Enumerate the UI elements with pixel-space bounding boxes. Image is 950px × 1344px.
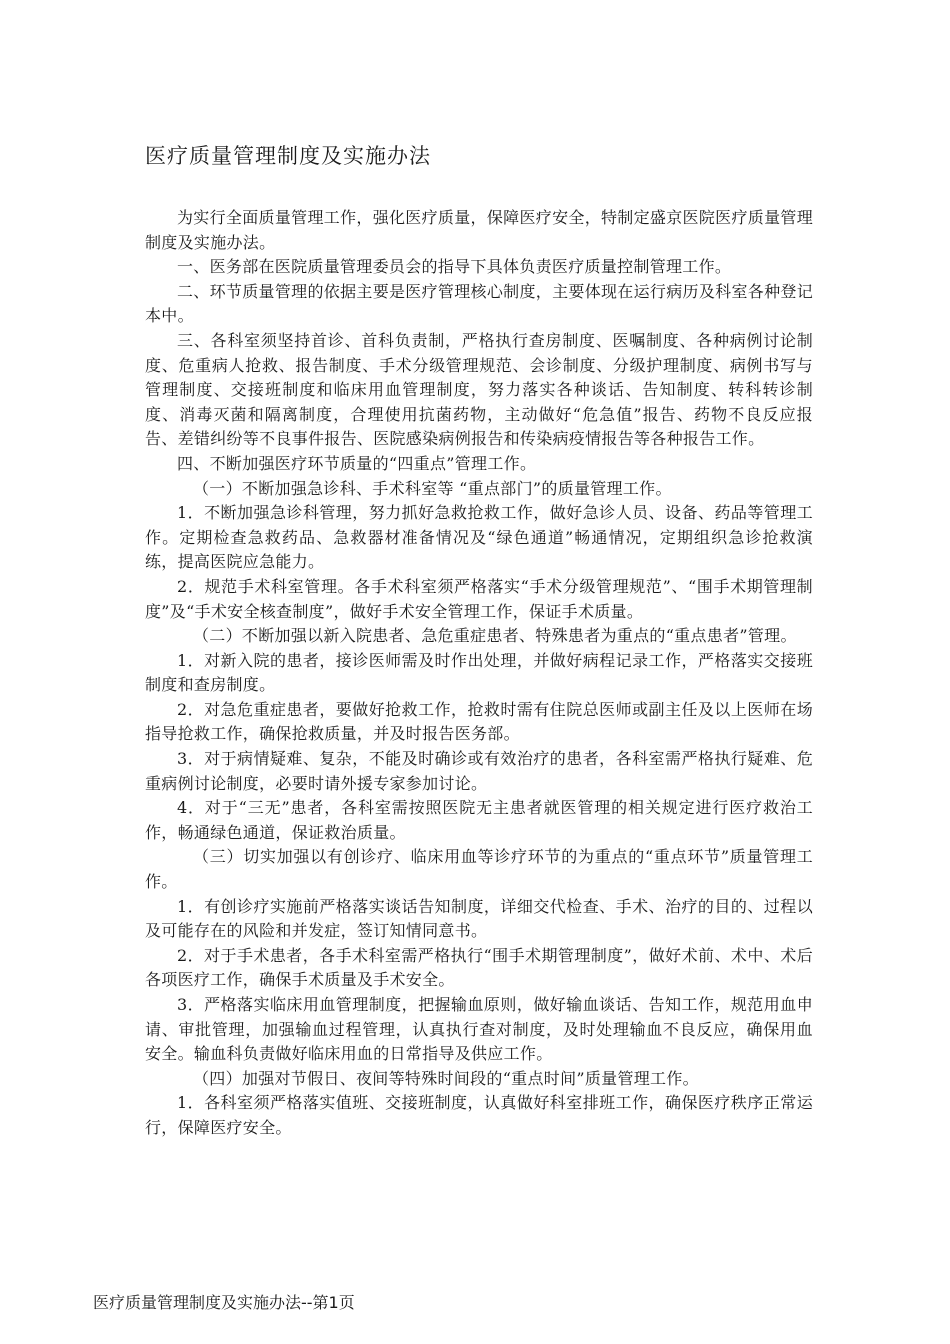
- paragraph-item: 1．对新入院的患者，接诊医师需及时作出处理，并做好病程记录工作，严格落实交接班制度和查房制度。: [145, 650, 813, 695]
- paragraph-item: 4．对于“三无”患者，各科室需按照医院无主患者就医管理的相关规定进行医疗救治工作，畅通绿色通道，保证救治质量。: [145, 798, 813, 842]
- paragraph-subsection-3: （三）切实加强以有创诊疗、临床用血等诊疗环节的为重点的“重点环节”质量管理工作。: [145, 847, 813, 892]
- paragraph-section-2: 二、环节质量管理的依据主要是医疗管理核心制度，主要体现在运行病历及科室各种登记本中。: [145, 281, 813, 326]
- paragraph-subsection-2: （二）不断加强以新入院患者、急危重症患者、特殊患者为重点的“重点患者”管理。: [193, 626, 797, 646]
- page-footer: 医疗质量管理制度及实施办法--第1页: [93, 1293, 355, 1312]
- paragraph-item: 1．各科室须严格落实值班、交接班制度，认真做好科室排班工作，确保医疗秩序正常运行，保障医疗安全。: [145, 1093, 813, 1137]
- paragraph-item: 3．严格落实临床用血管理制度，把握输血原则，做好输血谈话、告知工作，规范用血申请、审批管理，加强输血过程管理，认真执行查对制度，及时处理输血不良反应，确保用血安全。输血科负责做好临床用血的日常指导及供应工作。: [145, 995, 813, 1064]
- document-body: [145, 206, 813, 1141]
- document-title: 医疗质量管理制度及实施办法: [145, 144, 431, 168]
- paragraph-section-1: 一、医务部在医院质量管理委员会的指导下具体负责医疗质量控制管理工作。: [177, 257, 732, 277]
- paragraph-intro: 为实行全面质量管理工作，强化医疗质量，保障医疗安全，特制定盛京医院医疗质量管理制度及实施办法。: [145, 208, 813, 252]
- paragraph-item: 2．对急危重症患者，要做好抢救工作，抢救时需有住院总医师或副主任及以上医师在场指导抢救工作，确保抢救质量，并及时报告医务部。: [145, 699, 813, 744]
- paragraph-item: 2．对于手术患者，各手术科室需严格执行“围手术期管理制度”，做好术前、术中、术后各项医疗工作，确保手术质量及手术安全。: [145, 945, 813, 990]
- paragraph-item: 2．规范手术科室管理。各手术科室须严格落实“手术分级管理规范”、“围手术期管理制度”及“手术安全核查制度”，做好手术安全管理工作，保证手术质量。: [145, 576, 813, 621]
- paragraph-item: 1．不断加强急诊科管理，努力抓好急救抢救工作，做好急诊人员、设备、药品等管理工作。定期检查急救药品、急救器材准备情况及“绿色通道”畅通情况，定期组织急诊抢救演练，提高医院应急能力。: [145, 503, 813, 572]
- paragraph-section-3: 三、各科室须坚持首诊、首科负责制，严格执行查房制度、医嘱制度、各种病例讨论制度、危重病人抢救、报告制度、手术分级管理规范、会诊制度、分级护理制度、病例书写与管理制度、交接班制度和临床用血管理制度，努力落实各种谈话、告知制度、转科转诊制度、消毒灭菌和隔离制度，合理使用抗菌药物，主动做好“危急值”报告、药物不良反应报告、差错纠纷等不良事件报告、医院感染病例报告和传染病疫情报告等各种报告工作。: [145, 330, 813, 449]
- paragraph-subsection-1: （一）不断加强急诊科、手术科室等 “重点部门”的质量管理工作。: [193, 478, 672, 498]
- paragraph-subsection-4: （四）加强对节假日、夜间等特殊时间段的“重点时间”质量管理工作。: [193, 1068, 699, 1088]
- paragraph-section-4: 四、不断加强医疗环节质量的“四重点”管理工作。: [177, 453, 537, 473]
- paragraph-item: 3．对于病情疑难、复杂，不能及时确诊或有效治疗的患者，各科室需严格执行疑难、危重病例讨论制度，必要时请外援专家参加讨论。: [145, 749, 813, 793]
- paragraph-item: 1．有创诊疗实施前严格落实谈话告知制度，详细交代检查、手术、治疗的目的、过程以及可能存在的风险和并发症，签订知情同意书。: [145, 896, 813, 941]
